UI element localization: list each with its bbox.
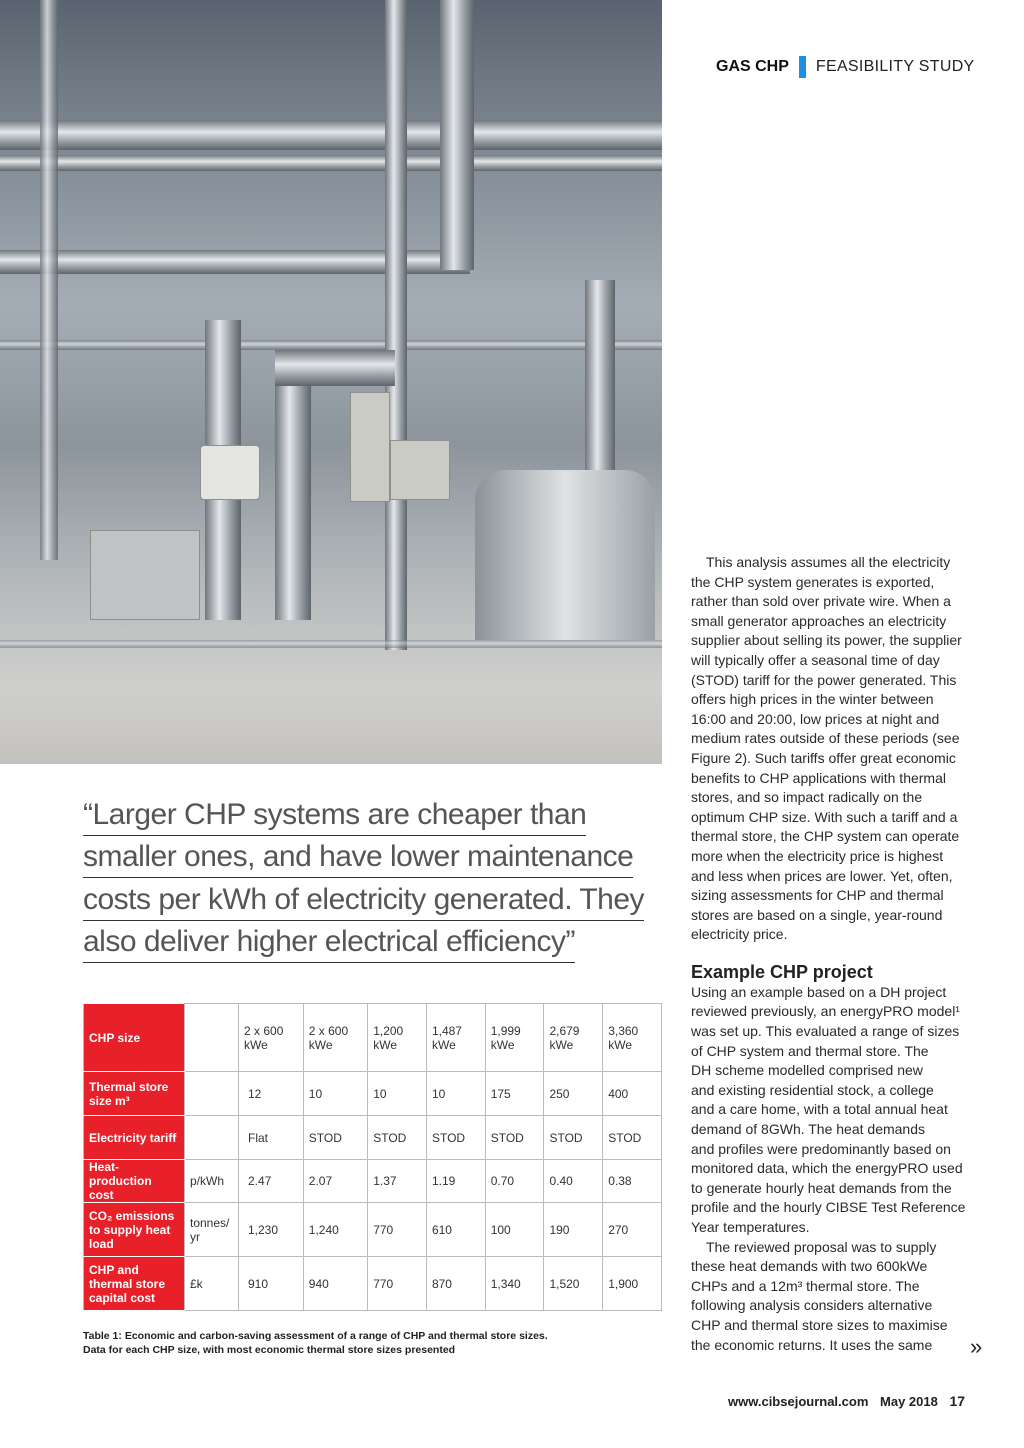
text-line: sizing assessments for CHP and thermal xyxy=(691,887,944,904)
text-line: these heat demands with two 600kWe xyxy=(691,1258,928,1275)
unit-cell xyxy=(185,1072,239,1116)
table-cell: 400 xyxy=(603,1072,662,1116)
table-cell: 1,520 xyxy=(544,1257,603,1311)
section-header xyxy=(716,56,975,78)
table-cell: 610 xyxy=(426,1203,485,1257)
pull-quote-line: smaller ones, and have lower maintenance xyxy=(83,837,633,878)
row-header: Heat-production cost xyxy=(84,1160,185,1203)
row-header: Thermal store size m³ xyxy=(84,1072,185,1116)
table-cell: 0.70 xyxy=(485,1160,544,1203)
text-line: of CHP system and thermal store. The xyxy=(691,1042,929,1059)
pull-quote-line: “Larger CHP systems are cheaper than xyxy=(83,795,586,836)
table-cell: 270 xyxy=(603,1203,662,1257)
table-cell: 770 xyxy=(368,1203,427,1257)
unit-cell: tonnes/ yr xyxy=(185,1203,239,1257)
table-cell: 2.47 xyxy=(239,1160,304,1203)
row-header: CO₂ emissions to supply heat load xyxy=(84,1203,185,1257)
page-number: 17 xyxy=(949,1393,966,1409)
text-line: CHPs and a 12m³ thermal store. The xyxy=(691,1277,920,1294)
text-line: thermal store, the CHP system can operate xyxy=(691,828,960,845)
text-line: The reviewed proposal was to supply xyxy=(706,1238,937,1255)
continue-arrow-icon: » xyxy=(970,1334,983,1359)
text-line: following analysis considers alternative xyxy=(691,1297,933,1314)
unit-cell: £k xyxy=(185,1257,239,1311)
text-line: benefits to CHP applications with thermal xyxy=(691,769,946,786)
table-cell: 910 xyxy=(239,1257,304,1311)
text-line: and less when prices are lower. Yet, often, xyxy=(691,867,953,884)
caption-line: Data for each CHP size, with most economic thermal store sizes presented xyxy=(83,1344,456,1356)
text-line: medium rates outside of these periods (see xyxy=(691,730,960,747)
text-line: Year temperatures. xyxy=(691,1219,810,1235)
row-header: CHP and thermal store capital cost xyxy=(84,1257,185,1311)
text-line: 16:00 and 20:00, low prices at night and xyxy=(691,710,940,727)
text-line: was set up. This evaluated a range of sizes xyxy=(691,1023,960,1040)
section-title: FEASIBILITY STUDY xyxy=(815,58,975,75)
unit-cell xyxy=(185,1004,239,1072)
text-line: DH scheme modelled comprised new xyxy=(691,1062,923,1079)
table-cell: STOD xyxy=(426,1116,485,1160)
table-cell: 1,999 kWe xyxy=(485,1004,544,1072)
text-line: reviewed previously, an energyPRO model¹ xyxy=(691,1003,960,1020)
paragraph-3 xyxy=(691,1238,981,1356)
text-line: monitored data, which the energyPRO used xyxy=(691,1160,963,1177)
text-line: will typically offer a seasonal time of day xyxy=(691,651,940,668)
table-cell: 0.38 xyxy=(603,1160,662,1203)
table-cell: 2 x 600 kWe xyxy=(239,1004,304,1072)
table-row xyxy=(84,1203,662,1257)
table-cell: 1,230 xyxy=(239,1203,304,1257)
table-cell: 190 xyxy=(544,1203,603,1257)
text-line: demand of 8GWh. The heat demands xyxy=(691,1121,925,1138)
table-row xyxy=(84,1004,662,1072)
table-row xyxy=(84,1116,662,1160)
pull-quote xyxy=(83,795,644,964)
text-line: more when the electricity price is highest xyxy=(691,847,944,864)
text-line: offers high prices in the winter between xyxy=(691,691,934,708)
table-cell: 100 xyxy=(485,1203,544,1257)
pull-quote-line: costs per kWh of electricity generated. They xyxy=(83,880,644,921)
paragraph-1 xyxy=(691,553,981,945)
footer-date: May 2018 xyxy=(880,1394,938,1409)
table-cell: STOD xyxy=(368,1116,427,1160)
paragraph-2 xyxy=(691,983,981,1238)
table-cell: 1.19 xyxy=(426,1160,485,1203)
text-line: profile and the hourly CIBSE Test Reference xyxy=(691,1199,966,1216)
industrial-pipework-photo xyxy=(0,0,662,764)
section-label: GAS CHP xyxy=(716,58,789,75)
text-line: stores, and so impact radically on the xyxy=(691,789,923,806)
text-line: small generator approaches an electricity xyxy=(691,612,947,629)
table-cell: 1.37 xyxy=(368,1160,427,1203)
header-divider xyxy=(799,56,806,78)
unit-cell: p/kWh xyxy=(185,1160,239,1203)
body-column xyxy=(691,553,981,1355)
table-cell: 10 xyxy=(368,1072,427,1116)
table-cell: 2.07 xyxy=(303,1160,367,1203)
table-cell: STOD xyxy=(485,1116,544,1160)
text-line: Using an example based on a DH project xyxy=(691,983,947,1000)
table-cell: 2,679 kWe xyxy=(544,1004,603,1072)
text-line: This analysis assumes all the electricity xyxy=(706,554,951,570)
row-header: CHP size xyxy=(84,1004,185,1072)
footer-url: www.cibsejournal.com xyxy=(728,1394,869,1409)
caption-line: Table 1: Economic and carbon-saving assessment of a range of CHP and thermal store sizes. xyxy=(83,1330,548,1342)
table-cell: 2 x 600 kWe xyxy=(303,1004,367,1072)
text-line: Figure 2). Such tariffs offer great economic xyxy=(691,749,956,766)
table-row xyxy=(84,1072,662,1116)
text-line: to generate hourly heat demands from the xyxy=(691,1179,952,1196)
table-cell: STOD xyxy=(603,1116,662,1160)
text-line: electricity price. xyxy=(691,926,788,943)
table-row xyxy=(84,1160,662,1203)
text-line: (STOD) tariff for the power generated. This xyxy=(691,671,957,688)
text-line: and profiles were predominantly based on xyxy=(691,1140,951,1157)
unit-cell xyxy=(185,1116,239,1160)
table-caption xyxy=(83,1329,548,1357)
pull-quote-line: also deliver higher electrical efficiency” xyxy=(83,922,575,963)
table-cell: 250 xyxy=(544,1072,603,1116)
table-cell: Flat xyxy=(239,1116,304,1160)
text-line: the economic returns. It uses the same xyxy=(691,1336,933,1353)
table-cell: 770 xyxy=(368,1257,427,1311)
table-cell: 10 xyxy=(426,1072,485,1116)
text-line: optimum CHP size. With such a tariff and a xyxy=(691,808,958,825)
table-cell: 12 xyxy=(239,1072,304,1116)
page-footer xyxy=(728,1393,965,1409)
table-cell: STOD xyxy=(544,1116,603,1160)
table-cell: 3,360 kWe xyxy=(603,1004,662,1072)
table-cell: 1,900 xyxy=(603,1257,662,1311)
text-line: stores are based on a single, year-round xyxy=(691,906,943,923)
table-cell: 870 xyxy=(426,1257,485,1311)
text-line: rather than sold over private wire. When a xyxy=(691,593,951,610)
table-cell: 0.40 xyxy=(544,1160,603,1203)
table-cell: 1,340 xyxy=(485,1257,544,1311)
table-row xyxy=(84,1257,662,1311)
text-line: the CHP system generates is exported, xyxy=(691,573,935,590)
table-cell: 10 xyxy=(303,1072,367,1116)
table-cell: 175 xyxy=(485,1072,544,1116)
table-cell: 940 xyxy=(303,1257,367,1311)
chp-assessment-table xyxy=(83,1003,662,1311)
table-cell: 1,240 xyxy=(303,1203,367,1257)
text-line: and existing residential stock, a college xyxy=(691,1081,934,1098)
text-line: and a care home, with a total annual heat xyxy=(691,1101,948,1118)
text-line: supplier about selling its power, the supplier xyxy=(691,632,962,649)
row-header: Electricity tariff xyxy=(84,1116,185,1160)
text-line: CHP and thermal store sizes to maximise xyxy=(691,1316,948,1333)
subheading: Example CHP project xyxy=(691,961,873,982)
table-cell: 1,487 kWe xyxy=(426,1004,485,1072)
table-cell: 1,200 kWe xyxy=(368,1004,427,1072)
table-cell: STOD xyxy=(303,1116,367,1160)
